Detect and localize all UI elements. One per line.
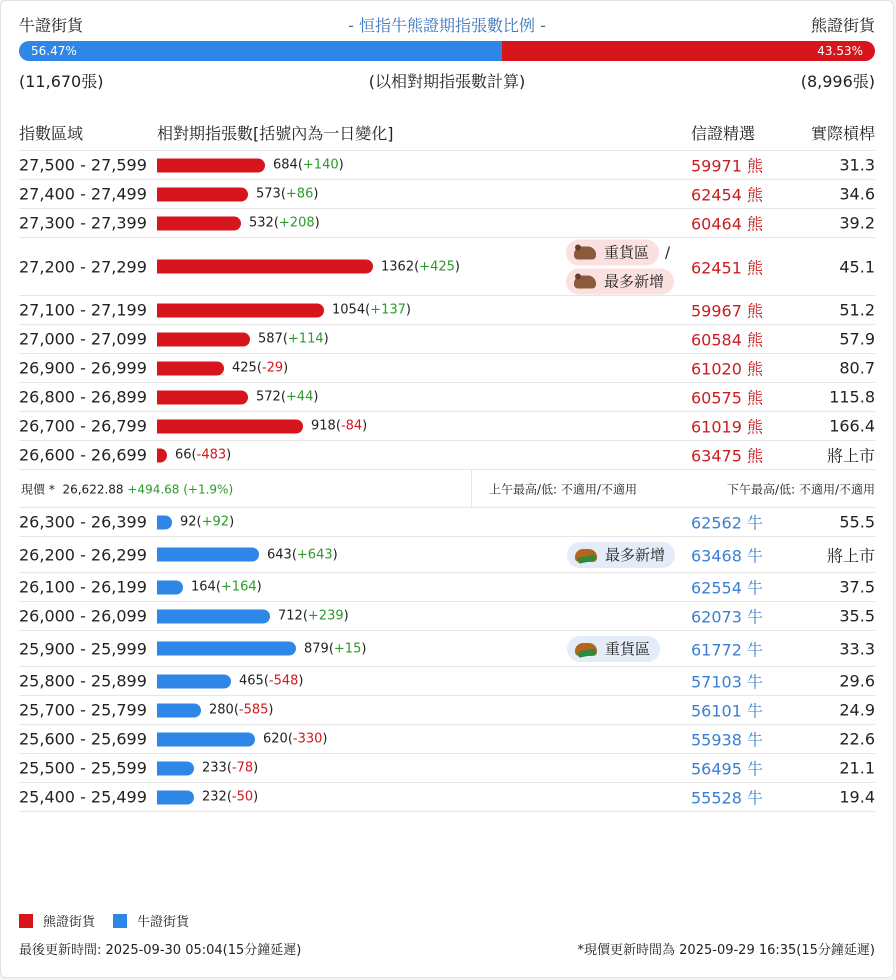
leverage-value: 55.5 (839, 512, 875, 532)
bull-bar (157, 761, 194, 775)
contracts-value: 1362(+425) (381, 259, 460, 274)
legend-bear (19, 911, 95, 930)
contracts-value: 280(-585) (209, 702, 274, 718)
warrant-code-link[interactable]: 59967 熊 (691, 301, 763, 321)
daily-change: +239 (307, 608, 344, 624)
bull-row (19, 725, 875, 754)
daily-change: +164 (220, 579, 257, 595)
contracts-cell (157, 216, 320, 231)
contracts-cell (157, 259, 460, 274)
warrant-code-link[interactable]: 60575 熊 (691, 388, 763, 408)
contracts-cell (157, 419, 367, 434)
leverage-value: 34.6 (839, 184, 875, 204)
bull-bar (157, 515, 172, 529)
bull-bar (157, 674, 231, 688)
daily-change: +44 (285, 389, 314, 405)
contracts-value: 465(-548) (239, 673, 304, 689)
badge-label: 最多新增 (605, 546, 666, 564)
range-label: 27,200 - 27,299 (19, 257, 147, 276)
bull-row (19, 631, 875, 667)
bear-title: 熊證街貨 (810, 16, 875, 35)
contracts-value: 1054(+137) (332, 302, 411, 318)
daily-change: +425 (419, 259, 455, 274)
qty: 712 (278, 608, 303, 624)
contracts-value: 532(+208) (249, 215, 320, 231)
warrant-code-link[interactable]: 62562 牛 (691, 513, 763, 533)
warrant-code-link[interactable]: 56101 牛 (691, 701, 763, 721)
bear-bar (157, 448, 167, 462)
qty: 425 (232, 360, 257, 376)
leverage-value: 80.7 (839, 358, 875, 378)
contracts-cell (157, 332, 329, 347)
bull-bar (157, 548, 259, 562)
range-label: 27,400 - 27,499 (19, 184, 147, 204)
qty: 587 (258, 331, 283, 347)
qty: 572 (256, 389, 281, 405)
contracts-cell (157, 674, 304, 689)
range-label: 25,500 - 25,599 (19, 758, 147, 778)
legend-bull-swatch (113, 914, 127, 928)
range-label: 25,400 - 25,499 (19, 787, 147, 807)
contracts-value: 712(+239) (278, 608, 349, 624)
most-added-badge (567, 542, 675, 568)
qty: 879 (304, 641, 329, 656)
range-label: 27,000 - 27,099 (19, 329, 147, 349)
daily-change: -483 (196, 447, 227, 463)
legend-bear-swatch (19, 914, 33, 928)
badge-label: 最多新增 (604, 272, 665, 291)
bull-row (19, 783, 875, 812)
bull-row (19, 573, 875, 602)
badges (566, 239, 674, 294)
bull-bar (157, 732, 255, 746)
bear-row (19, 412, 875, 441)
daily-change: +137 (370, 302, 406, 318)
contracts-value: 918(-84) (311, 418, 368, 434)
col-leverage: 實際槓桿 (810, 124, 875, 143)
warrant-code-link[interactable]: 60584 熊 (691, 330, 763, 350)
bull-row (19, 696, 875, 725)
bull-ratio-segment: 56.47% (19, 41, 502, 61)
leverage-value: 115.8 (829, 387, 875, 407)
bear-row (19, 354, 875, 383)
bear-row (19, 209, 875, 238)
daily-change: -585 (238, 702, 269, 718)
contracts-value: 684(+140) (273, 157, 344, 173)
range-label: 27,500 - 27,599 (19, 155, 147, 175)
bull-row (19, 602, 875, 631)
qty: 66 (175, 447, 192, 463)
warrant-code-link[interactable]: 57103 牛 (691, 672, 763, 692)
warrant-code-link[interactable]: 62554 牛 (691, 578, 763, 598)
bull-bar (157, 609, 270, 623)
badge-separator: / (665, 243, 671, 261)
contracts-cell (157, 790, 258, 805)
leverage-value: 29.6 (839, 671, 875, 691)
range-label: 25,600 - 25,699 (19, 729, 147, 749)
daily-change: +140 (302, 157, 339, 173)
contracts-value: 425(-29) (232, 360, 289, 376)
bull-count: (11,670張) (19, 72, 104, 91)
leverage-value: 33.3 (839, 639, 875, 658)
contracts-cell (157, 158, 344, 173)
warrant-code-link[interactable]: 63468 牛 (691, 546, 763, 565)
last-updated: 最後更新時間: 2025-09-30 05:04(15分鐘延遲) (19, 943, 302, 958)
range-label: 26,700 - 26,799 (19, 416, 147, 436)
range-label: 26,800 - 26,899 (19, 387, 147, 407)
qty: 1362 (381, 259, 415, 274)
daily-change: +114 (287, 331, 324, 347)
contracts-value: 573(+86) (256, 186, 319, 202)
bear-bar (157, 332, 250, 346)
qty: 532 (249, 215, 274, 231)
spot-value: 26,622.88 (62, 482, 124, 496)
daily-change: +15 (333, 641, 362, 656)
bear-bar (157, 216, 241, 230)
leverage-value: 57.9 (839, 329, 875, 349)
bear-row (19, 238, 875, 296)
legend-bull (113, 911, 189, 930)
warrant-code-link[interactable]: 63475 熊 (691, 446, 763, 466)
daily-change: -548 (268, 673, 299, 689)
legend-bull-label: 牛證街貨 (137, 915, 190, 930)
contracts-value: 66(-483) (175, 447, 232, 463)
qty: 1054 (332, 302, 366, 318)
qty: 918 (311, 418, 336, 434)
bull-bar (157, 790, 194, 804)
contracts-value: 164(+164) (191, 579, 262, 595)
qty: 232 (202, 789, 227, 805)
count-note: (以相對期指張數計算) (368, 72, 526, 91)
col-range: 指數區域 (19, 124, 84, 143)
range-label: 25,800 - 25,899 (19, 671, 147, 691)
leverage-value: 35.5 (839, 606, 875, 626)
contracts-cell (157, 361, 288, 376)
contracts-value: 232(-50) (202, 789, 259, 805)
spot-label: 現價 * (21, 482, 55, 496)
badges (567, 636, 660, 662)
counts-row (19, 69, 875, 91)
bull-bar (157, 703, 201, 717)
contracts-cell (157, 761, 258, 776)
qty: 164 (191, 579, 216, 595)
col-pick: 信證精選 (691, 124, 756, 143)
leverage-value: 24.9 (839, 700, 875, 720)
warrant-code-link[interactable]: 62454 熊 (691, 185, 763, 205)
bear-rows (19, 151, 875, 470)
bear-icon (572, 243, 598, 261)
qty: 92 (180, 514, 197, 530)
distribution-table (19, 150, 875, 812)
range-label: 25,900 - 25,999 (19, 639, 147, 658)
legend (19, 911, 189, 930)
contracts-value: 587(+114) (258, 331, 329, 347)
leverage-value: 51.2 (839, 300, 875, 320)
bear-bar (157, 158, 265, 172)
warrant-code-link[interactable]: 61019 熊 (691, 417, 763, 437)
contracts-cell (157, 515, 234, 530)
contracts-cell (157, 732, 328, 747)
bear-row (19, 180, 875, 209)
contracts-value: 643(+643) (267, 547, 338, 562)
bear-bar (157, 303, 324, 317)
contracts-cell (157, 390, 318, 405)
bear-bar (157, 390, 248, 404)
range-label: 26,600 - 26,699 (19, 445, 147, 465)
qty: 643 (267, 547, 292, 562)
badge-label: 重貨區 (604, 243, 650, 262)
daily-change: +86 (285, 186, 314, 202)
contracts-cell (157, 448, 231, 463)
heavy-zone-badge (567, 636, 660, 662)
range-label: 27,100 - 27,199 (19, 300, 147, 320)
warrant-code-link[interactable]: 61772 牛 (691, 640, 763, 659)
bull-bar (157, 642, 296, 656)
bull-row (19, 754, 875, 783)
range-label: 26,300 - 26,399 (19, 512, 147, 532)
bear-row (19, 383, 875, 412)
qty: 233 (202, 760, 227, 776)
bull-row (19, 667, 875, 696)
leverage-value: 37.5 (839, 577, 875, 597)
daily-change: -84 (340, 418, 363, 434)
contracts-cell (157, 580, 262, 595)
range-label: 26,100 - 26,199 (19, 577, 147, 597)
bear-bar (157, 260, 373, 274)
warrant-code-link[interactable]: 61020 熊 (691, 359, 763, 379)
column-headers (19, 119, 875, 145)
bear-row (19, 296, 875, 325)
contracts-cell (157, 609, 349, 624)
bear-bar (157, 187, 248, 201)
panel-title: - 恒指牛熊證期指張數比例 - (348, 16, 546, 35)
bear-bar (157, 419, 303, 433)
bull-icon (573, 640, 599, 658)
divider (471, 470, 472, 507)
range-label: 25,700 - 25,799 (19, 700, 147, 720)
daily-change: -330 (292, 731, 323, 747)
pm-high-low: 下午最高/低: 不適用/不適用 (727, 482, 875, 496)
bull-row (19, 537, 875, 573)
contracts-cell (157, 303, 411, 318)
warrant-code-link[interactable]: 60464 熊 (691, 214, 763, 234)
contracts-cell (157, 187, 318, 202)
contracts-value: 879(+15) (304, 641, 367, 656)
warrant-code-link[interactable]: 56495 牛 (691, 759, 763, 779)
contracts-value: 620(-330) (263, 731, 328, 747)
qty: 684 (273, 157, 298, 173)
price-updated: *現價更新時間為 2025-09-29 16:35(15分鐘延遲) (577, 943, 875, 958)
col-contracts: 相對期指張數[括號內為一日變化] (157, 124, 394, 143)
bull-title: 牛證街貨 (19, 16, 84, 35)
warrant-code-link[interactable]: 59971 熊 (691, 156, 763, 176)
contracts-cell (157, 547, 338, 562)
warrant-code-link[interactable]: 55528 牛 (691, 788, 763, 808)
heavy-zone-badge (566, 239, 659, 265)
leverage-value: 39.2 (839, 213, 875, 233)
bull-icon (573, 546, 599, 564)
warrant-code-link[interactable]: 62073 牛 (691, 607, 763, 627)
ratio-bar (19, 41, 875, 61)
range-label: 26,000 - 26,099 (19, 606, 147, 626)
bear-ratio-segment: 43.53% (502, 41, 875, 61)
bull-bar (157, 580, 183, 594)
contracts-value: 92(+92) (180, 514, 235, 530)
bear-bar (157, 361, 224, 375)
bear-row (19, 325, 875, 354)
leverage-value: 將上市 (826, 546, 875, 565)
bull-row (19, 508, 875, 537)
badge-label: 重貨區 (605, 640, 651, 658)
contracts-value: 233(-78) (202, 760, 259, 776)
leverage-value: 45.1 (839, 257, 875, 276)
contracts-cell (157, 703, 274, 718)
leverage-value: 19.4 (839, 787, 875, 807)
contracts-cell (157, 641, 366, 656)
range-label: 26,900 - 26,999 (19, 358, 147, 378)
daily-change: +92 (201, 514, 230, 530)
qty: 573 (256, 186, 281, 202)
spot-change: +494.68 (+1.9%) (127, 482, 234, 496)
spot-price-row (19, 470, 875, 508)
contracts-value: 572(+44) (256, 389, 319, 405)
qty: 280 (209, 702, 234, 718)
range-label: 26,200 - 26,299 (19, 545, 147, 564)
bear-row (19, 441, 875, 470)
bull-rows (19, 508, 875, 812)
bear-row (19, 151, 875, 180)
qty: 465 (239, 673, 264, 689)
daily-change: +643 (296, 547, 333, 562)
header (19, 11, 875, 35)
daily-change: +208 (278, 215, 315, 231)
daily-change: -29 (261, 360, 284, 376)
bear-icon (572, 272, 598, 290)
am-high-low: 上午最高/低: 不適用/不適用 (489, 482, 637, 496)
range-label: 27,300 - 27,399 (19, 213, 147, 233)
leverage-value: 將上市 (826, 446, 875, 466)
bear-count: (8,996張) (800, 72, 875, 91)
warrant-code-link[interactable]: 62451 熊 (691, 258, 763, 277)
most-added-badge (566, 268, 674, 294)
leverage-value: 31.3 (839, 155, 875, 175)
spot-price (21, 480, 233, 497)
qty: 620 (263, 731, 288, 747)
legend-bear-label: 熊證街貨 (43, 915, 96, 930)
leverage-value: 22.6 (839, 729, 875, 749)
warrant-code-link[interactable]: 55938 牛 (691, 730, 763, 750)
leverage-value: 166.4 (829, 416, 875, 436)
daily-change: -50 (231, 789, 254, 805)
leverage-value: 21.1 (839, 758, 875, 778)
daily-change: -78 (231, 760, 254, 776)
badges (567, 542, 675, 568)
